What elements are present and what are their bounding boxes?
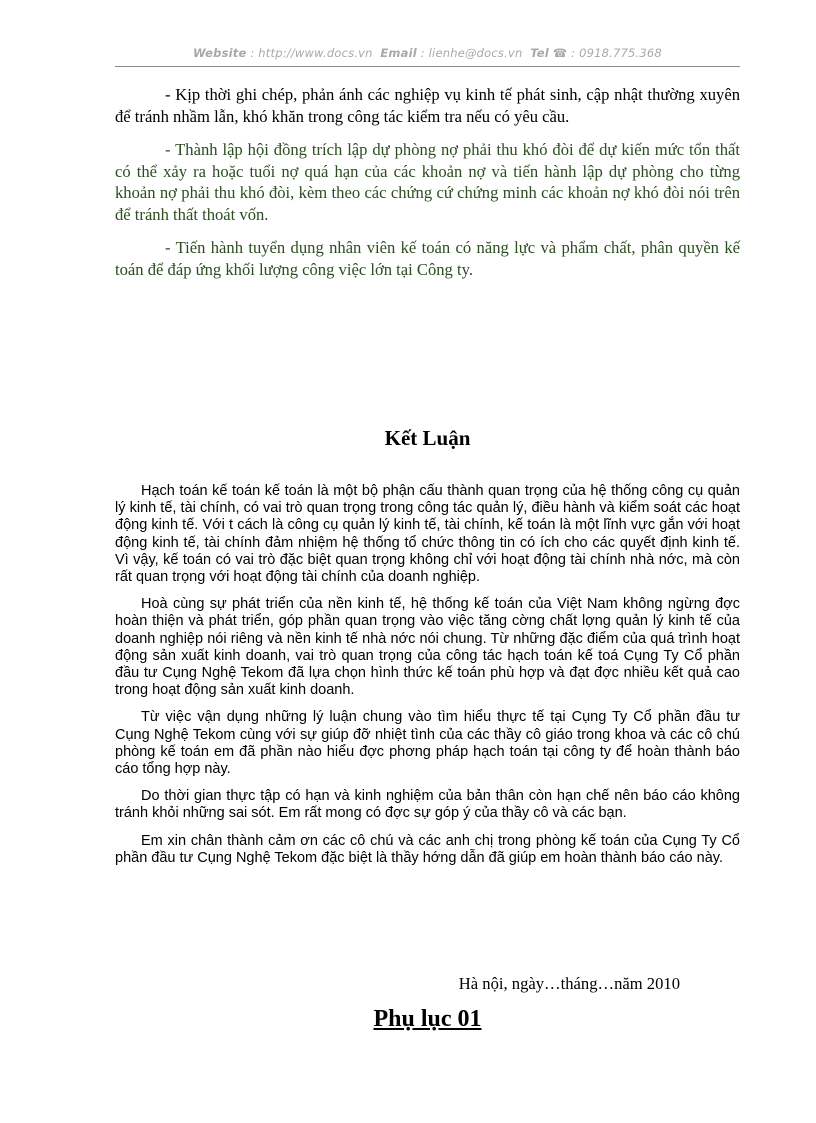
conclusion-section: [115, 483, 740, 877]
recommendation-paragraph: - Tiến hành tuyển dụng nhân viên kế toán có năng lực và phẩm chất, phân quyền kế toán để đáp ứng khối lượng công việc lớn tại Công ty.: [115, 238, 740, 279]
conclusion-paragraph: Do thời gian thực tập có hạn và kinh nghiệm của bản thân còn hạn chế nên báo cáo không tránh khỏi những sai sót. Em rất mong có đợc sự góp ý của thầy cô và các bạn.: [115, 788, 740, 822]
recommendation-paragraph: - Kịp thời ghi chép, phản ánh các nghiệp vụ kinh tế phát sinh, cập nhật thường xuyên để tránh nhầm lẫn, khó khăn trong công tác kiểm tra nếu có yêu cầu.: [115, 85, 740, 126]
website-label: Website: [193, 46, 247, 60]
date-signoff: Hà nội, ngày…tháng…năm 2010: [458, 974, 680, 993]
conclusion-paragraph: Em xin chân thành cảm ơn các cô chú và các anh chị trong phòng kế toán của Cụng Ty Cổ phần đầu tư Cụng Nghệ Tekom đặc biệt là thầy hớng dẫn đã giúp em hoàn thành báo cáo này.: [115, 832, 740, 866]
conclusion-title: Kết Luận: [384, 426, 471, 450]
conclusion-paragraph: Từ việc vận dụng những lý luận chung vào tìm hiểu thực tế tại Cụng Ty Cổ phần đầu tư Cụng Nghệ Tekom cùng với sự giúp đỡ nhiệt tình của các thầy cô giáo trong khoa và các cô chú phòng kế toán em đã phần nào hiểu đợc phơng pháp hạch toán tại công ty để hoàn thành báo cáo tổng hợp này.: [115, 709, 740, 778]
website-value: : http://www.docs.vn: [250, 46, 373, 60]
email-value: : lienhe@docs.vn: [420, 46, 523, 60]
conclusion-paragraph: Hoà cùng sự phát triển của nền kinh tế, hệ thống kế toán của Việt Nam không ngừng đợc hoàn thiện và phát triển, góp phần quan trọng vào việc tăng cờng chất lợng quản lý kinh tế của doanh nghiệp nói riêng và nền kinh tế nhà nớc nói chung. Từ những đặc điểm của quá trình hoạt động sản xuất kinh doanh, vai trò quan trọng của công tác hạch toán kế toá Cụng Ty Cổ phần đầu tư Cụng Nghệ Tekom đã lựa chọn hình thức kế toán phù hợp và đạt đợc nhiều kết quả cao trong hoạt động sản xuất kinh doanh.: [115, 596, 740, 699]
recommendation-paragraph: - Thành lập hội đồng trích lập dự phòng nợ phải thu khó đòi để dự kiến mức tổn thất có thể xảy ra hoặc tuổi nợ quá hạn của các khoản nợ và tiến hành lập dự phòng cho từng khoản nợ phải thu khó đòi, kèm theo các chứng cứ chứng minh các khoản nợ khó đòi nói trên để tránh thất thoát vốn.: [115, 140, 740, 224]
tel-value: ☎ : 0918.775.368: [552, 46, 662, 60]
conclusion-paragraph: Hạch toán kế toán kế toán là một bộ phận cấu thành quan trọng của hệ thống công cụ quản lý kinh tế, tài chính, có vai trò quan trọng trong công tác quản lý, điều hành và kiểm soát các hoạt động kinh tế. Với t cách là công cụ quản lý kinh tế, tài chính, kế toán là một lĩnh vực gắn với hoạt động kinh tế, tài chính đảm nhiệm hệ thống tổ chức thông tin có ích cho các quyết định kinh tế. Vì vậy, kế toán có vai trò đặc biệt quan trọng không chỉ với hoạt động tài chính nhà nớc, mà còn rất quan trọng với hoạt động tài chính của doanh nghiệp.: [115, 483, 740, 586]
appendix-title: Phụ lục 01: [373, 1006, 482, 1032]
recommendations-section: [115, 84, 740, 292]
page-header: [115, 46, 740, 60]
email-label: Email: [380, 46, 417, 60]
header-divider: [115, 66, 740, 67]
tel-label: Tel: [530, 46, 549, 60]
